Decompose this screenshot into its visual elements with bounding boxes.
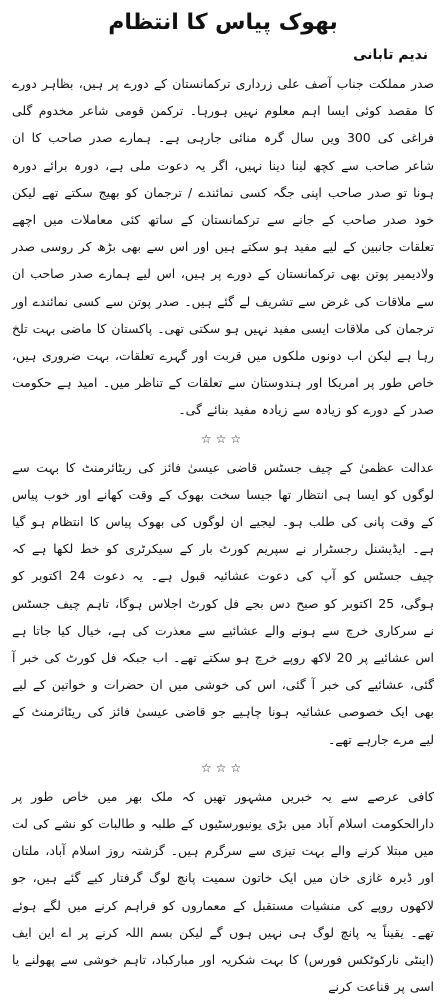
author-name: ندیم تابانی <box>353 47 428 63</box>
section-separator: ☆☆☆ <box>200 760 246 775</box>
section-separator: ☆☆☆ <box>200 431 246 446</box>
paragraph-drug-arrests: کافی عرصے سے یہ خبریں مشہور تھیں کہ ملک بھر میں خاص طور پر دارالحکومت اسلام آباد میں بڑی یونیورسٹیوں کے طلبہ و طالبات کو نشے کی لت میں مبتلا کرنے والے بہت تیزی سے سرگرم ہیں۔ گزشتہ روز اسلام آباد، ملتان اور ڈیرہ غازی خان میں ایک خاتون سمیت پانچ لوگ گرفتار کیے گئے ہیں، جو لاکھوں روپے کی منشیات مستقبل کے معماروں کو فراہم کرنے میں لگے ہوئے تھے۔ یقیناً یہ پانچ لوگ ہی نہیں ہوں گے لیکن بسم اللہ کرنے پر اے این ایف (اینٹی نارکوٹکس فورس) کا بہت شکریہ اور مبارکباد، تاہم خوشی سے پھولنے یا اسی پر قناعت کرنے <box>12 788 434 995</box>
paragraph-president-visit: صدر مملکت جناب آصف علی زرداری ترکمانستان کے دورے پر ہیں، بظاہر دورے کا مقصد کوئی ایسا اہم معلوم نہیں ہورہا۔ ترکمن قومی شاعر مخدوم گلی فراغی کی 300 ویں سال گرہ منائی جارہی ہے۔ ہمارے صدر صاحب کا ان شاعر صاحب سے کچھ لینا دینا نہیں، اگر یہ دعوت ملی ہے، دورہ برائے دورہ ہونا تو صدر صاحب اپنی جگہ کسی نمائندے / ترجمان کو بھیج سکتے تھے لیکن خود صدر صاحب کے جانے سے ترکمانستان کے ساتھ کئی معاملات میں اچھے تعلقات جانبین کے لیے مفید ہو سکتے ہیں اور اس سے بھی بڑھ کر روسی صدر ولادیمیر پوتن بھی ترکمانستان کے دورے پر ہیں، اس لیے ہمارے صدر صاحب ان سے ملاقات کی غرض سے تشریف لے گئے ہیں۔ صدر پوتن سے کسی نمائندے اور ترجمان کی ملاقات ایسی مفید نہیں ہو سکتی تھی۔ پاکستان کا ماضی بہت تلخ رہا ہے لیکن اب دونوں ملکوں میں قربت اور گہرے تعلقات، بہت ضروری ہیں، خاص طور پر امریکا اور ہندوستان سے تعلقات کے تناظر میں۔ امید ہے حکومت صدر کے دورے کو زیادہ سے زیادہ مفید بنائے گی۔ <box>12 76 434 418</box>
article-title: بھوک پیاس کا انتظام <box>108 10 338 35</box>
paragraph-chief-justice: عدالت عظمیٰ کے چیف جسٹس قاضی عیسیٰ فائز کی ریٹائرمنٹ کا بہت سے لوگوں کو ایسا ہی انتظار تھا جیسا سخت بھوک کے وقت کھانے اور خوب پیاس کے وقت پانی کی طلب ہو۔ لیجیے ان لوگوں کی بھوک پیاس کا انتظام ہو گیا ہے۔ ایڈیشنل رجسٹرار نے سپریم کورٹ بار کے سیکرٹری کو خط لکھا ہے کہ چیف جسٹس کو آپ کی دعوت عشائیہ قبول ہے۔ یہ دعوت 24 اکتوبر کو ہوگی، 25 اکتوبر کو صبح دس بجے فل کورٹ اجلاس ہوگا، تاہم چیف جسٹس نے سرکاری خرچ سے ہونے والے عشائیے سے معذرت کی ہے، خیال کیا جاتا ہے اس عشائیے پر 20 لاکھ روپے خرچ ہو سکتے تھے۔ اب جبکہ فل کورٹ کی خبر آ گئی، عشائیے کی خبر آ گئی، اس کی خوشی میں ان حضرات و خواتین کے لیے بھی ایک خصوصی عشائیہ ہونا چاہیے جو قاضی عیسیٰ فائز کی ریٹائرمنٹ کے لیے مرے جارہے تھے۔ <box>12 459 435 747</box>
